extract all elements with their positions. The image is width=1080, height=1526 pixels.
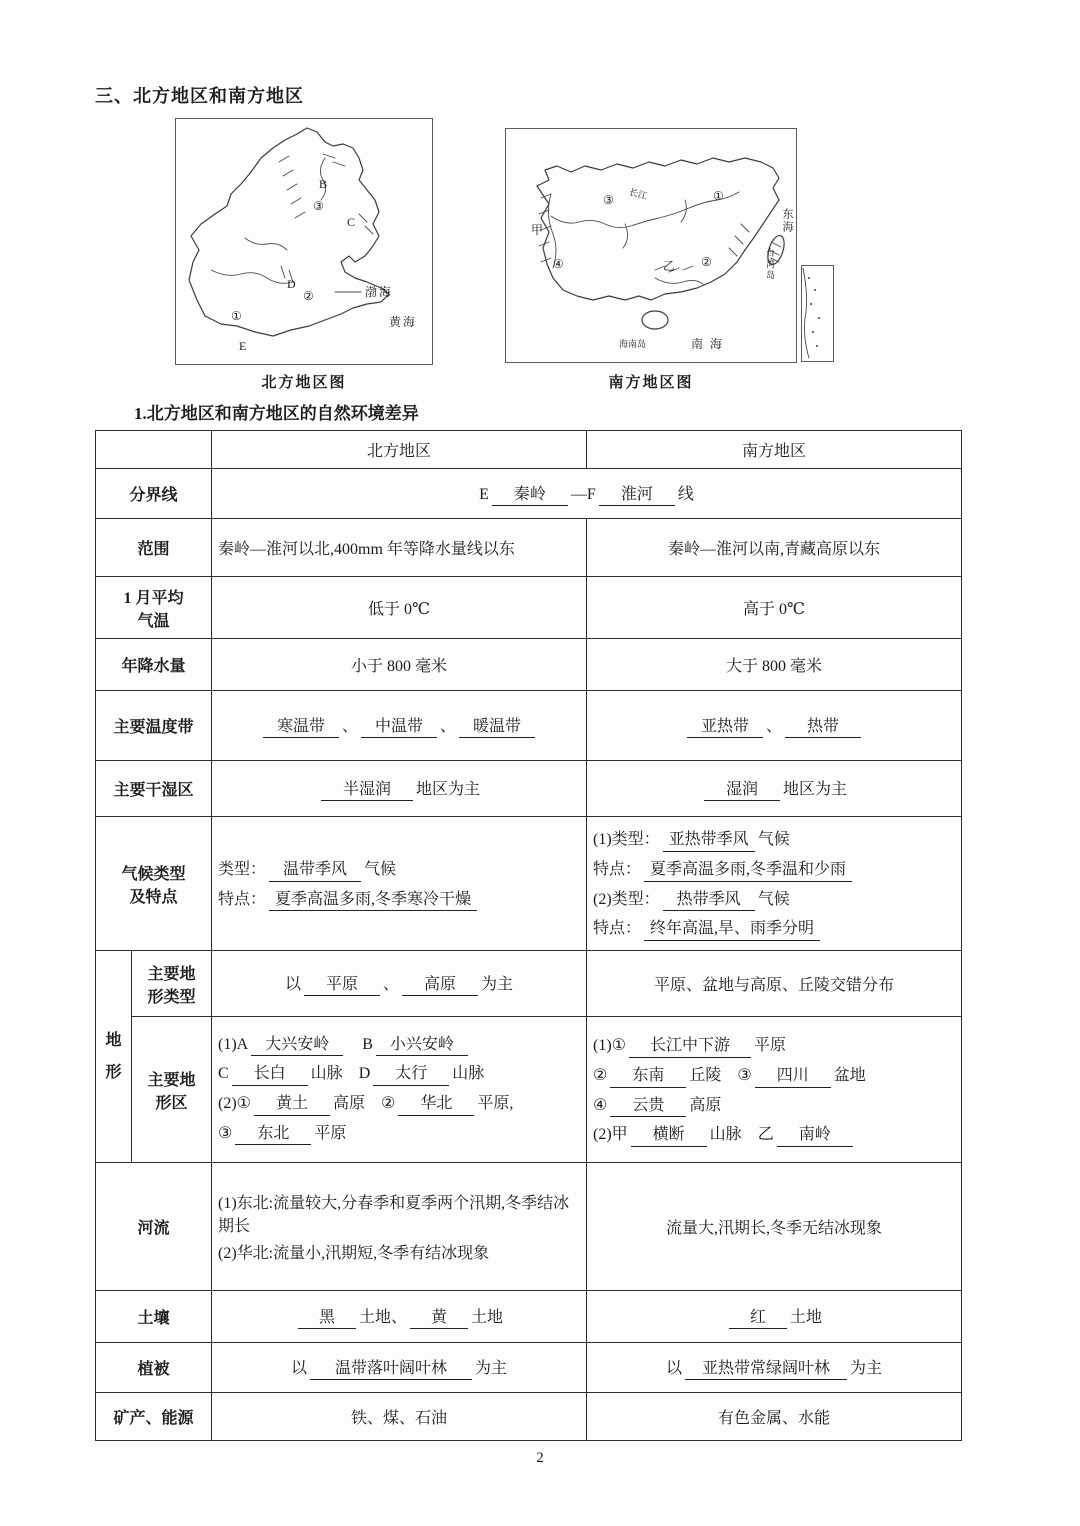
map-label-bohai-sea: 渤海 [365,285,394,299]
map-label-yi: 乙 [663,259,676,273]
map-label-1: ① [713,189,724,203]
section-subtitle: 1.北方地区和南方地区的自然环境差异 [134,404,419,423]
text-segment: 为主 [850,1359,883,1377]
blank-underline: 大兴安岭 [251,1034,343,1057]
row-range [96,519,962,577]
text-segment: ④ [593,1096,608,1114]
label-range: 范围 [96,519,212,577]
south-map-mountain-hatches [539,194,749,272]
text-segment: (2)类型： [593,890,660,908]
blank-underline: 东北 [235,1123,311,1146]
blank-underline: 夏季高温多雨,冬季温和少雨 [644,859,852,882]
label-soil: 土壤 [96,1291,212,1343]
text-segment: 类型： [218,860,267,878]
text-segment: 山脉 [310,1065,343,1083]
text-segment: 以 [665,1359,682,1377]
text-segment: 地区为主 [782,780,847,798]
label-temp-zones: 主要温度带 [96,691,212,761]
label-dry-wet: 主要干湿区 [96,761,212,817]
blank-underline: 温带季风 [269,859,361,882]
blank-underline: 太行 [373,1063,449,1086]
text-segment: 特点： [593,920,642,938]
map-label-B: B [319,177,328,191]
cell-terrain-areas-north [212,1017,587,1163]
cell-precip-north: 小于 800 毫米 [212,639,587,691]
blank-underline: 黄 [410,1307,468,1330]
text-segment: 以 [284,975,301,993]
text-segment: 以 [290,1359,307,1377]
row-precip [96,639,962,691]
cell-vegetation-north [212,1343,587,1393]
map-label-yangtze: 长江 [628,186,649,202]
cell-jan-temp-north: 低于 0℃ [212,577,587,639]
map-label-yellow-sea: 黄海 [389,315,418,329]
blank-underline: 热带 [785,716,861,739]
blank-underline: 淮河 [599,484,675,507]
text-segment: D [358,1065,371,1083]
blank-underline: 秦岭 [492,484,568,507]
cell-vegetation-south [587,1343,962,1393]
text-segment: 土地 [471,1308,504,1326]
map-label-jia: 甲 [531,223,544,237]
south-map-border [506,129,797,363]
cell-terrain-areas-south [587,1017,962,1163]
map-label-E: E [239,339,247,353]
cell-dry-wet-north [212,761,587,817]
cell-terrain-types-south: 平原、盆地与高原、丘陵交错分布 [587,951,962,1017]
header-south: 南方地区 [587,431,962,469]
row-boundary [96,469,962,519]
label-vegetation: 植被 [96,1343,212,1393]
text-segment: 、 [440,717,457,735]
north-map-caption: 北方地区图 [261,375,347,391]
row-terrain-areas [96,1017,962,1163]
text-segment: 土地 [789,1308,822,1326]
text-segment: (1)A [218,1035,249,1053]
north-map-rivers [211,158,326,283]
map-label-taiwan: 台湾岛 [765,248,775,281]
text-segment: 气候 [757,831,790,849]
label-terrain: 地形 [96,951,132,1163]
cell-dry-wet-south [587,761,962,817]
cell-climate-south [587,817,962,951]
blank-underline: 亚热带常绿阔叶林 [685,1358,847,1381]
row-vegetation [96,1343,962,1393]
cell-rivers-north [212,1163,587,1291]
north-map-mountain-hatches [279,154,373,282]
blank-underline: 红 [729,1307,787,1330]
text-segment: 气候 [757,890,790,908]
cell-minerals-north: 铁、煤、石油 [212,1393,587,1441]
text-segment: ③ [218,1124,233,1142]
blank-underline: 寒温带 [263,716,339,739]
row-dry-wet [96,761,962,817]
inset-islands-dots [803,268,820,358]
blank-underline: 湿润 [704,779,780,802]
blank-underline: 高原 [402,974,478,997]
south-map-drawing [505,128,835,363]
text-segment: 为主 [481,975,514,993]
cell-boundary [212,469,962,519]
blank-underline: 半湿润 [321,779,413,802]
cell-temp-zones-south [587,691,962,761]
cell-soil-south [587,1291,962,1343]
hainan-island [642,311,668,329]
south-map-rivers [551,189,739,284]
blank-underline: 南岭 [777,1124,853,1147]
blank-underline: 黑 [298,1307,356,1330]
row-temp-zones [96,691,962,761]
cell-precip-south: 大于 800 毫米 [587,639,962,691]
map-label-3: ③ [313,199,324,213]
north-region-map [175,118,433,365]
text-segment: 气候 [364,860,397,878]
blank-underline: 横断 [631,1124,707,1147]
label-climate: 气候类型 及特点 [96,817,212,951]
blank-underline: 长白 [232,1063,308,1086]
text-segment: ③ [737,1066,752,1084]
blank-underline: 热带季风 [663,889,755,912]
cell-range-south: 秦岭—淮河以南,青藏高原以东 [587,519,962,577]
text-segment: 为主 [475,1359,508,1377]
blank-underline: 暖温带 [459,716,535,739]
cell-temp-zones-north [212,691,587,761]
text-segment: (2)甲 [593,1126,628,1144]
map-label-3: ③ [603,193,614,207]
south-region-map [505,128,835,363]
text-segment: 土地、 [358,1308,407,1326]
cell-climate-north [212,817,587,951]
row-rivers [96,1163,962,1291]
map-label-4: ④ [553,257,564,271]
north-region-outline [189,128,389,336]
blank-underline: 云贵 [610,1095,686,1118]
blank-underline: 亚热带季风 [663,829,755,852]
text-segment: (1)东北:流量较大,分春季和夏季两个汛期,冬季结冰期长 [218,1195,570,1235]
text-segment: 山脉 [452,1065,485,1083]
text-segment: 山脉 [709,1126,742,1144]
blank-underline: 小兴安岭 [376,1034,468,1057]
text-segment: 高原 [689,1096,722,1114]
blank-underline: 长江中下游 [629,1035,751,1058]
text-segment: 平原 [754,1037,787,1055]
map-label-1: ① [231,309,242,323]
blank-underline: 终年高温,旱、雨季分明 [644,918,820,941]
map-label-east-sea: 东海 [781,208,793,234]
text-segment: (2)华北:流量小,汛期短,冬季有结冰现象 [218,1245,490,1262]
text-segment: 平原 [314,1124,347,1142]
text-segment: 线 [677,485,694,503]
text-segment: —F [570,485,596,503]
text-segment: B [362,1035,373,1053]
south-map-caption: 南方地区图 [608,375,694,391]
text-segment: 特点： [593,860,642,878]
text-segment: 高原 [333,1095,366,1112]
label-precip: 年降水量 [96,639,212,691]
row-soil [96,1291,962,1343]
page-title: 三、北方地区和南方地区 [95,86,304,106]
map-label-south-sea: 南 海 [691,337,725,351]
cell-jan-temp-south: 高于 0℃ [587,577,962,639]
text-segment: 地区为主 [415,780,480,798]
row-terrain-types [96,951,962,1017]
south-region-outline [537,158,779,300]
cell-minerals-south: 有色金属、水能 [587,1393,962,1441]
text-segment: 、 [765,717,782,735]
text-segment: E [479,485,489,503]
row-climate [96,817,962,951]
header-north: 北方地区 [212,431,587,469]
text-segment: 乙 [757,1126,774,1144]
blank-underline: 黄土 [254,1093,330,1116]
text-segment: 丘陵 [689,1066,722,1084]
label-terrain-types: 主要地 形类型 [132,951,212,1017]
table-header-row [96,431,962,469]
map-label-C: C [347,215,356,229]
label-rivers: 河流 [96,1163,212,1291]
cell-terrain-types-north [212,951,587,1017]
text-segment: 、 [382,975,399,993]
comparison-table [95,430,962,1441]
blank-underline: 东南 [610,1065,686,1088]
cell-soil-north [212,1291,587,1343]
blank-underline: 夏季高温多雨,冬季寒冷干燥 [269,889,477,912]
map-label-hainan: 海南岛 [619,339,647,349]
text-segment: (1)类型： [593,831,660,849]
text-segment: (2)① [218,1095,251,1112]
label-boundary: 分界线 [96,469,212,519]
page-number: 2 [536,1450,544,1466]
label-minerals: 矿产、能源 [96,1393,212,1441]
blank-underline: 温带落叶阔叶林 [310,1358,472,1381]
text-segment: ② [593,1066,608,1084]
header-empty-cell [96,431,212,469]
row-minerals [96,1393,962,1441]
blank-underline: 四川 [755,1065,831,1088]
text-segment: 盆地 [833,1066,866,1084]
text-segment: C [218,1065,229,1083]
map-label-2: ② [303,289,314,303]
map-label-2: ② [701,255,712,269]
text-segment: 、 [341,717,358,735]
text-segment: 特点： [218,890,267,908]
label-terrain-areas: 主要地 形区 [132,1017,212,1163]
blank-underline: 平原 [304,974,380,997]
map-label-D: D [287,277,296,291]
row-jan-temp [96,577,962,639]
blank-underline: 中温带 [361,716,437,739]
text-segment: ② [381,1095,396,1112]
blank-underline: 华北 [398,1093,474,1116]
blank-underline: 亚热带 [687,716,763,739]
label-jan-temp: 1 月平均 气温 [96,577,212,639]
text-segment: (1)① [593,1037,626,1055]
cell-rivers-south: 流量大,汛期长,冬季无结冰现象 [587,1163,962,1291]
text-segment: 平原, [477,1095,514,1112]
cell-range-north: 秦岭—淮河以北,400mm 年等降水量线以东 [212,519,587,577]
